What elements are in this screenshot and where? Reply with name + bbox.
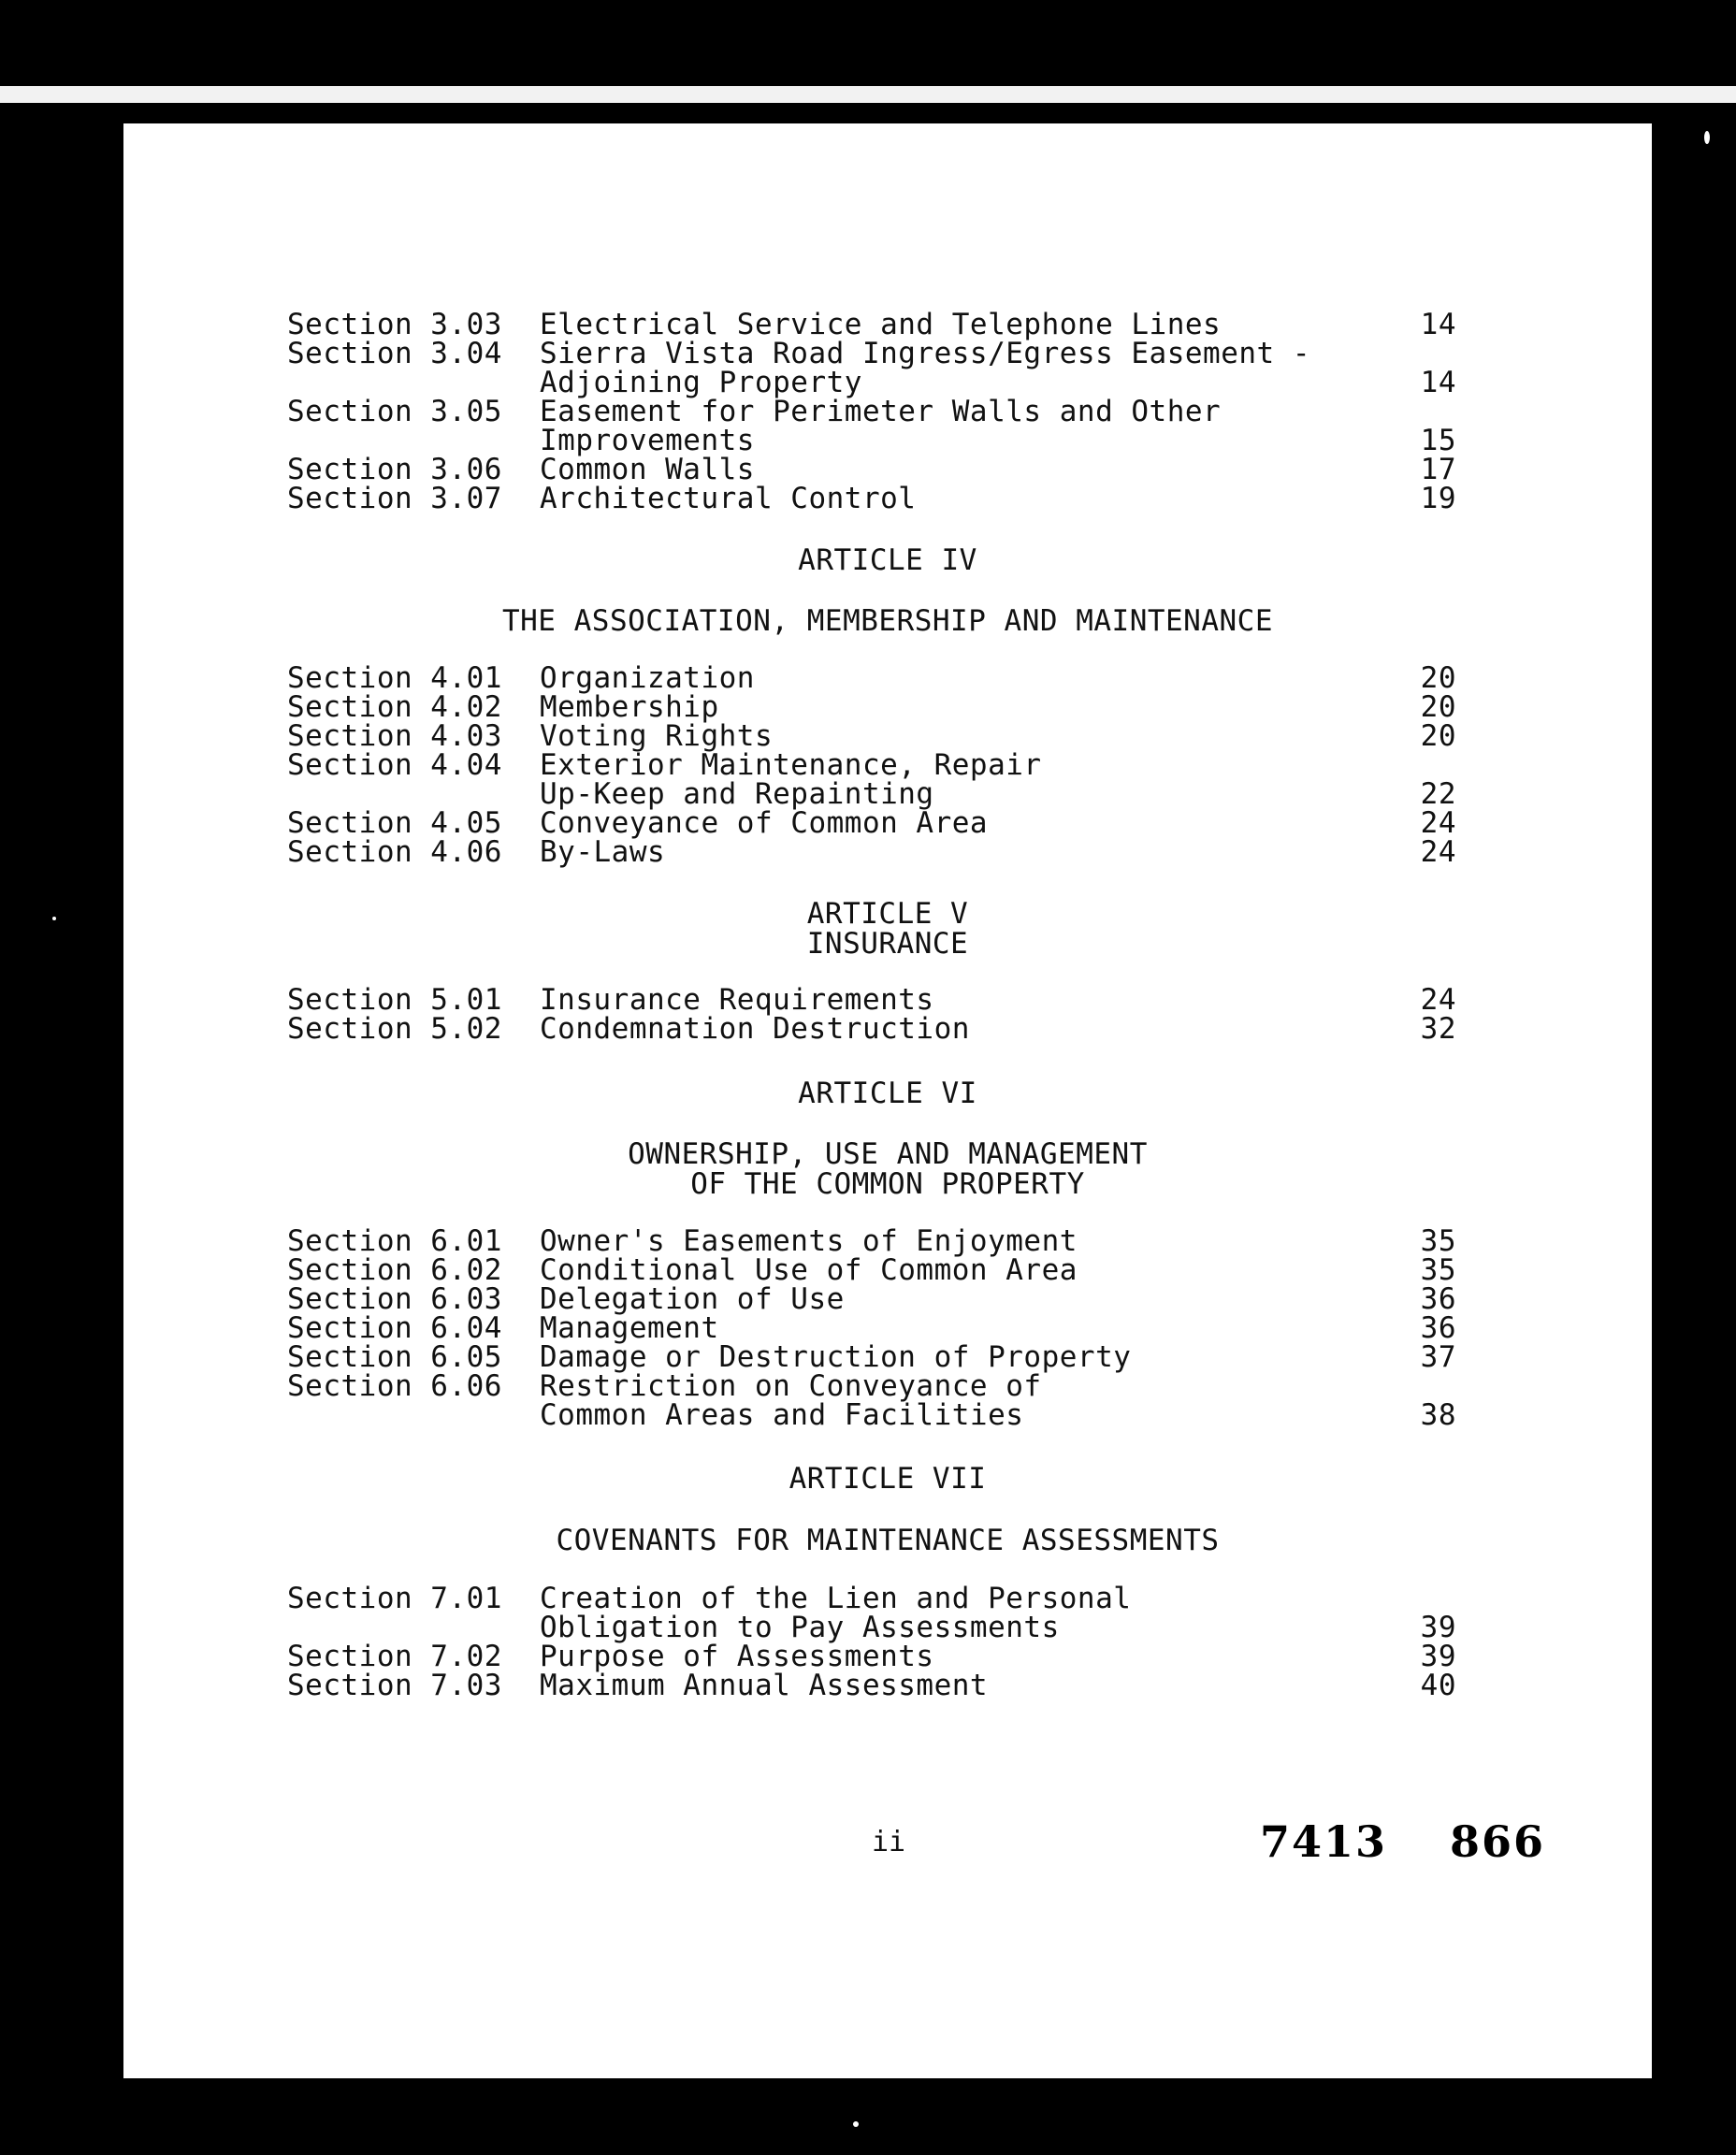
page-number: ii xyxy=(872,1826,906,1859)
scan-speck xyxy=(1704,131,1710,144)
section-title xyxy=(540,1584,1131,1642)
section-number: Section 3.06 xyxy=(287,453,502,486)
section-number: Section 6.03 xyxy=(287,1282,502,1316)
article-heading: ARTICLE V xyxy=(806,897,969,931)
section-title-line: Obligation to Pay Assessments xyxy=(540,1611,1060,1644)
page-reference: 35 xyxy=(1420,1224,1456,1258)
section-number: Section 6.05 xyxy=(287,1340,502,1374)
section-number: Section 4.02 xyxy=(287,690,502,724)
article-title: OWNERSHIP, USE AND MANAGEMENT xyxy=(628,1137,1148,1171)
page-reference: 39 xyxy=(1420,1640,1456,1673)
section-title-line: Up-Keep and Repainting xyxy=(540,777,934,811)
section-title-line: Delegation of Use xyxy=(540,1282,845,1316)
section-title-line: Improvements xyxy=(540,424,755,457)
section-title xyxy=(540,308,1222,341)
section-number: Section 6.02 xyxy=(287,1253,502,1287)
page-reference: 36 xyxy=(1420,1311,1456,1345)
section-title-line: Management xyxy=(540,1311,719,1345)
document-number: 7413 xyxy=(1260,1816,1388,1867)
section-title xyxy=(540,1340,1132,1374)
article-title: THE ASSOCIATION, MEMBERSHIP AND MAINTENANCE xyxy=(501,604,1274,638)
section-title-line: Damage or Destruction of Property xyxy=(540,1340,1132,1374)
page-reference: 37 xyxy=(1420,1340,1456,1374)
page-reference: 20 xyxy=(1420,719,1456,753)
section-title-line: Maximum Annual Assessment xyxy=(540,1669,989,1702)
page-reference: 24 xyxy=(1420,835,1456,869)
section-title-line: Membership xyxy=(540,690,719,724)
section-number: Section 4.04 xyxy=(287,748,502,782)
section-title xyxy=(540,835,666,869)
document-page xyxy=(123,123,1652,2078)
section-title-line: Conditional Use of Common Area xyxy=(540,1253,1078,1287)
page-reference: 38 xyxy=(1420,1398,1456,1432)
section-number: Section 5.01 xyxy=(287,983,502,1017)
section-title xyxy=(540,453,755,486)
page-reference: 32 xyxy=(1420,1012,1456,1046)
section-title xyxy=(540,395,1222,457)
section-title-line: Owner's Easements of Enjoyment xyxy=(540,1224,1078,1258)
article-title: OF THE COMMON PROPERTY xyxy=(690,1167,1085,1201)
section-title-line: Easement for Perimeter Walls and Other xyxy=(540,395,1222,428)
scan-border-top xyxy=(0,0,1736,13)
scan-edge-rule xyxy=(0,86,1736,103)
page-reference: 40 xyxy=(1420,1669,1456,1702)
page-reference: 17 xyxy=(1420,453,1456,486)
section-title-line: Electrical Service and Telephone Lines xyxy=(540,308,1222,341)
section-title xyxy=(540,690,719,724)
section-title-line: Voting Rights xyxy=(540,719,774,753)
article-title: INSURANCE xyxy=(806,927,969,961)
section-number: Section 3.04 xyxy=(287,337,502,370)
section-title xyxy=(540,1224,1078,1258)
section-title xyxy=(540,1282,845,1316)
page-reference: 20 xyxy=(1420,690,1456,724)
article-heading: ARTICLE VII xyxy=(788,1462,987,1496)
article-heading: ARTICLE IV xyxy=(798,543,977,577)
section-title-line: Sierra Vista Road Ingress/Egress Easement - xyxy=(540,337,1311,370)
page-reference: 36 xyxy=(1420,1282,1456,1316)
article-heading: ARTICLE VI xyxy=(798,1077,977,1110)
section-number: Section 7.02 xyxy=(287,1640,502,1673)
section-title xyxy=(540,748,1042,811)
section-number: Section 4.01 xyxy=(287,661,502,695)
section-title xyxy=(540,1642,934,1671)
page-reference: 35 xyxy=(1420,1253,1456,1287)
section-title-line: Condemnation Destruction xyxy=(540,1012,970,1046)
section-number: Section 6.01 xyxy=(287,1224,502,1258)
section-title-line: Architectural Control xyxy=(540,482,917,515)
page-reference: 22 xyxy=(1420,777,1456,811)
section-number: Section 7.03 xyxy=(287,1669,502,1702)
section-title-line: Conveyance of Common Area xyxy=(540,806,989,840)
section-title-line: Exterior Maintenance, Repair xyxy=(540,748,1042,782)
section-title xyxy=(540,719,774,753)
section-title-line: Creation of the Lien and Personal xyxy=(540,1582,1132,1615)
page-reference: 15 xyxy=(1420,424,1456,457)
section-number: Section 3.03 xyxy=(287,308,502,341)
section-title xyxy=(540,1369,1042,1432)
section-title xyxy=(540,661,755,695)
scan-speck xyxy=(52,917,56,920)
section-number: Section 4.03 xyxy=(287,719,502,753)
section-title-line: By-Laws xyxy=(540,835,666,869)
page-reference: 24 xyxy=(1420,983,1456,1017)
page-reference: 24 xyxy=(1420,806,1456,840)
section-title xyxy=(540,1311,719,1345)
section-title-line: Organization xyxy=(540,661,755,695)
page-reference: 19 xyxy=(1420,482,1456,515)
section-number: Section 7.01 xyxy=(287,1582,502,1615)
section-title-line: Purpose of Assessments xyxy=(540,1640,934,1673)
section-title xyxy=(540,983,934,1017)
section-title-line: Insurance Requirements xyxy=(540,983,934,1017)
section-title xyxy=(540,337,1311,399)
section-number: Section 6.06 xyxy=(287,1369,502,1403)
scan-speck xyxy=(853,2121,859,2127)
section-title-line: Common Walls xyxy=(540,453,755,486)
section-number: Section 5.02 xyxy=(287,1012,502,1046)
page-reference: 20 xyxy=(1420,661,1456,695)
section-title xyxy=(540,1253,1078,1287)
section-number: Section 3.07 xyxy=(287,482,502,515)
section-number: Section 4.06 xyxy=(287,835,502,869)
page-reference: 39 xyxy=(1420,1611,1456,1644)
section-number: Section 6.04 xyxy=(287,1311,502,1345)
section-title xyxy=(540,806,989,840)
section-title xyxy=(540,1671,988,1700)
page-reference: 14 xyxy=(1420,366,1456,399)
section-title-line: Adjoining Property xyxy=(540,366,862,399)
section-title-line: Common Areas and Facilities xyxy=(540,1398,1024,1432)
section-title-line: Restriction on Conveyance of xyxy=(540,1369,1042,1403)
section-number: Section 3.05 xyxy=(287,395,502,428)
section-title xyxy=(540,1012,970,1046)
section-number: Section 4.05 xyxy=(287,806,502,840)
article-title: COVENANTS FOR MAINTENANCE ASSESSMENTS xyxy=(556,1524,1220,1557)
document-page-number: 866 xyxy=(1450,1816,1546,1867)
section-title xyxy=(540,482,917,515)
page-reference: 14 xyxy=(1420,308,1456,341)
